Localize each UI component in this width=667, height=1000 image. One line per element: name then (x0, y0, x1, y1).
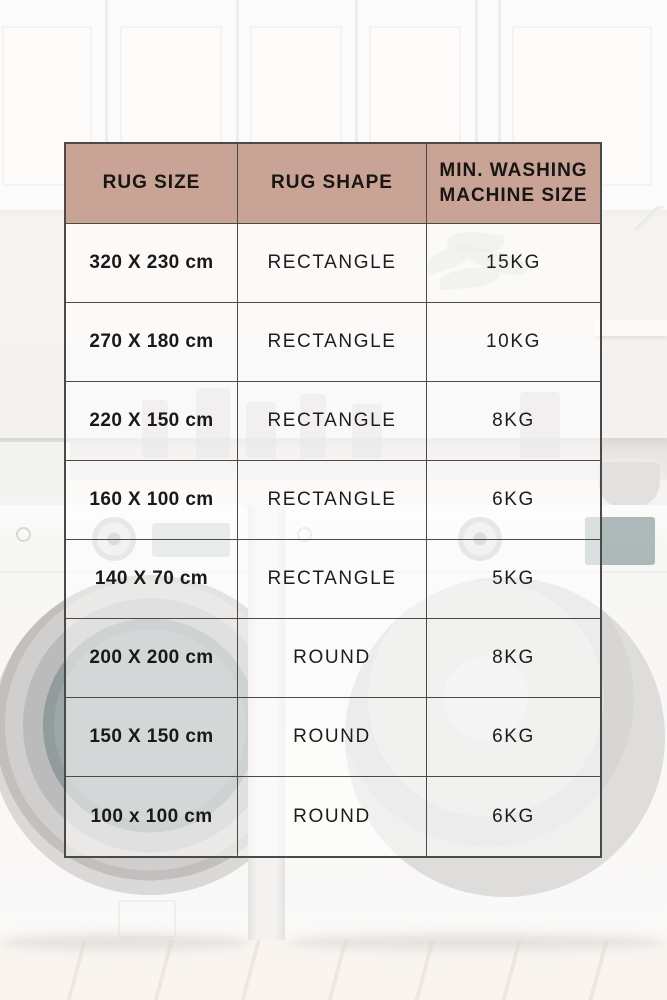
col-header-rug-size: RUG SIZE (66, 144, 238, 224)
rug-size-cell: 270 X 180 cm (66, 303, 238, 382)
machine-size-cell: 8KG (427, 619, 600, 698)
rug-size-cell: 160 X 100 cm (66, 461, 238, 540)
rug-size-cell: 220 X 150 cm (66, 382, 238, 461)
machine-size-cell: 5KG (427, 540, 600, 619)
col-header-rug-shape: RUG SHAPE (238, 144, 427, 224)
rug-size-cell: 320 X 230 cm (66, 224, 238, 303)
rug-size-cell: 100 x 100 cm (66, 777, 238, 856)
machine-size-cell: 6KG (427, 777, 600, 856)
machine-size-cell: 8KG (427, 382, 600, 461)
rug-size-cell: 140 X 70 cm (66, 540, 238, 619)
rug-size-cell: 150 X 150 cm (66, 698, 238, 777)
machine-size-cell: 10KG (427, 303, 600, 382)
rug-shape-cell: RECTANGLE (238, 303, 427, 382)
machine-size-cell: 15KG (427, 224, 600, 303)
col-header-min-washing-machine-size: MIN. WASHING MACHINE SIZE (427, 144, 600, 224)
rug-shape-cell: RECTANGLE (238, 540, 427, 619)
machine-size-cell: 6KG (427, 461, 600, 540)
rug-shape-cell: ROUND (238, 698, 427, 777)
rug-shape-cell: RECTANGLE (238, 382, 427, 461)
rug-shape-cell: RECTANGLE (238, 224, 427, 303)
rug-shape-cell: ROUND (238, 619, 427, 698)
machine-size-cell: 6KG (427, 698, 600, 777)
rug-size-cell: 200 X 200 cm (66, 619, 238, 698)
rug-size-table (64, 142, 602, 858)
rug-shape-cell: ROUND (238, 777, 427, 856)
rug-shape-cell: RECTANGLE (238, 461, 427, 540)
